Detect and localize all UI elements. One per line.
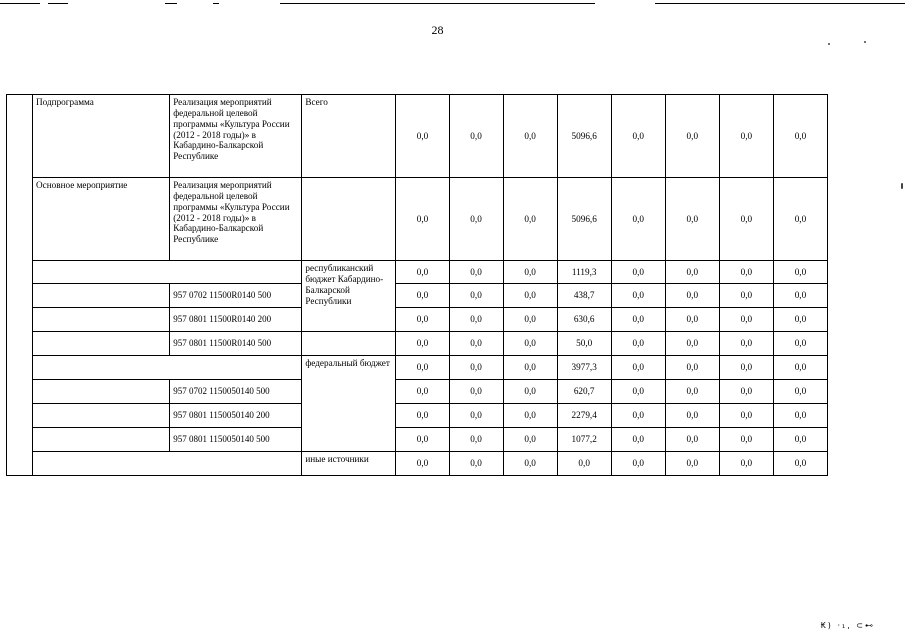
budget-code: 957 0801 1150050140 200: [170, 404, 302, 428]
empty-cell: [33, 380, 170, 404]
value-cell: 1119,3: [557, 261, 611, 284]
value-cell: 0,0: [396, 332, 449, 356]
table-row: [7, 404, 828, 428]
scan-dot: [901, 183, 903, 189]
value-cell: 0,0: [773, 356, 827, 380]
value-cell: 0,0: [396, 380, 449, 404]
value-cell: 1077,2: [557, 428, 611, 452]
empty-cell: [33, 428, 170, 452]
value-cell: 0,0: [773, 261, 827, 284]
row-description: Реализация мероприятий федеральной целевой программы «Культура России (2012 - 2018 годы)» в Кабардино-Балкарской Республике: [170, 95, 302, 178]
empty-cell: [33, 308, 170, 332]
value-cell: 0,0: [396, 308, 449, 332]
value-cell: 0,0: [665, 380, 719, 404]
table-row: [7, 178, 828, 261]
funding-source: федеральный бюджет: [302, 356, 396, 452]
value-cell: 50,0: [557, 332, 611, 356]
value-cell: 0,0: [719, 95, 773, 178]
left-margin-cell: [7, 95, 33, 476]
value-cell: 0,0: [611, 178, 665, 261]
value-cell: 0,0: [719, 452, 773, 476]
value-cell: 0,0: [611, 332, 665, 356]
value-cell: 0,0: [719, 380, 773, 404]
value-cell: 0,0: [665, 308, 719, 332]
scan-line: [213, 3, 219, 4]
budget-code: 957 0801 11500R0140 200: [170, 308, 302, 332]
table-row: [7, 356, 828, 380]
value-cell: 0,0: [396, 356, 449, 380]
value-cell: 0,0: [449, 452, 503, 476]
table-row: [7, 284, 828, 308]
value-cell: 0,0: [773, 404, 827, 428]
scan-line: [655, 3, 905, 4]
table-body: [7, 95, 828, 476]
budget-code: 957 0702 1150050140 500: [170, 380, 302, 404]
value-cell: 0,0: [719, 356, 773, 380]
value-cell: 0,0: [503, 178, 557, 261]
value-cell: 0,0: [503, 452, 557, 476]
value-cell: 0,0: [503, 308, 557, 332]
value-cell: 0,0: [665, 404, 719, 428]
scan-line: [0, 3, 40, 4]
value-cell: 438,7: [557, 284, 611, 308]
scan-line: [280, 3, 595, 4]
value-cell: 0,0: [611, 380, 665, 404]
value-cell: 0,0: [503, 261, 557, 284]
empty-cell: [33, 261, 302, 284]
value-cell: 0,0: [557, 452, 611, 476]
value-cell: 0,0: [611, 261, 665, 284]
table-row: [7, 261, 828, 284]
funding-source: [302, 178, 396, 261]
scan-corner-mark: ₭) ·₁, ⊂⊷: [820, 621, 875, 630]
value-cell: 0,0: [503, 428, 557, 452]
value-cell: 0,0: [449, 332, 503, 356]
value-cell: 0,0: [719, 178, 773, 261]
value-cell: 0,0: [773, 284, 827, 308]
table-row: [7, 452, 828, 476]
value-cell: 0,0: [719, 308, 773, 332]
value-cell: 0,0: [611, 452, 665, 476]
scan-line: [165, 3, 177, 4]
value-cell: 0,0: [611, 356, 665, 380]
value-cell: 0,0: [396, 452, 449, 476]
funding-source: Всего: [302, 95, 396, 178]
value-cell: 0,0: [449, 95, 503, 178]
funding-source: иные источники: [302, 452, 396, 476]
funding-source: республиканский бюджет Кабардино-Балкарской Республики: [302, 261, 396, 332]
value-cell: 0,0: [611, 308, 665, 332]
empty-cell: [33, 284, 170, 308]
value-cell: 0,0: [665, 284, 719, 308]
budget-table: [6, 94, 828, 476]
value-cell: 3977,3: [557, 356, 611, 380]
value-cell: 0,0: [719, 332, 773, 356]
row-name: Основное мероприятие: [33, 178, 170, 261]
value-cell: 0,0: [503, 284, 557, 308]
scan-line: [48, 3, 68, 4]
value-cell: 0,0: [665, 178, 719, 261]
value-cell: 0,0: [396, 261, 449, 284]
value-cell: 0,0: [773, 308, 827, 332]
row-description: Реализация мероприятий федеральной целевой программы «Культура России (2012 - 2018 годы)» в Кабардино-Балкарской Республике: [170, 178, 302, 261]
value-cell: 0,0: [449, 428, 503, 452]
value-cell: 0,0: [773, 428, 827, 452]
value-cell: 0,0: [611, 428, 665, 452]
scan-dot: [864, 41, 866, 43]
value-cell: 0,0: [503, 332, 557, 356]
value-cell: 0,0: [773, 332, 827, 356]
value-cell: 0,0: [449, 284, 503, 308]
funding-source-empty: [302, 332, 396, 356]
value-cell: 0,0: [396, 404, 449, 428]
empty-cell: [33, 404, 170, 428]
value-cell: 5096,6: [557, 178, 611, 261]
value-cell: 0,0: [665, 332, 719, 356]
empty-cell: [33, 356, 302, 380]
value-cell: 0,0: [719, 284, 773, 308]
value-cell: 0,0: [396, 95, 449, 178]
value-cell: 620,7: [557, 380, 611, 404]
value-cell: 0,0: [503, 356, 557, 380]
empty-cell: [33, 332, 170, 356]
table-row: [7, 95, 828, 178]
value-cell: 0,0: [719, 428, 773, 452]
value-cell: 0,0: [449, 261, 503, 284]
value-cell: 0,0: [665, 261, 719, 284]
value-cell: 0,0: [396, 178, 449, 261]
value-cell: 0,0: [665, 428, 719, 452]
value-cell: 0,0: [611, 284, 665, 308]
value-cell: 630,6: [557, 308, 611, 332]
budget-code: 957 0702 11500R0140 500: [170, 284, 302, 308]
value-cell: 0,0: [665, 95, 719, 178]
value-cell: 0,0: [503, 380, 557, 404]
value-cell: 0,0: [773, 178, 827, 261]
value-cell: 0,0: [449, 178, 503, 261]
value-cell: 5096,6: [557, 95, 611, 178]
value-cell: 2279,4: [557, 404, 611, 428]
value-cell: 0,0: [773, 380, 827, 404]
value-cell: 0,0: [396, 428, 449, 452]
table-row: [7, 308, 828, 332]
value-cell: 0,0: [773, 452, 827, 476]
value-cell: 0,0: [773, 95, 827, 178]
value-cell: 0,0: [449, 308, 503, 332]
scan-dot: [828, 43, 830, 45]
value-cell: 0,0: [611, 95, 665, 178]
value-cell: 0,0: [719, 261, 773, 284]
budget-code: 957 0801 1150050140 500: [170, 428, 302, 452]
budget-code: 957 0801 11500R0140 500: [170, 332, 302, 356]
page-number: 28: [431, 23, 444, 37]
value-cell: 0,0: [449, 404, 503, 428]
value-cell: 0,0: [503, 95, 557, 178]
row-name: Подпрограмма: [33, 95, 170, 178]
value-cell: 0,0: [449, 356, 503, 380]
value-cell: 0,0: [503, 404, 557, 428]
value-cell: 0,0: [396, 284, 449, 308]
value-cell: 0,0: [665, 452, 719, 476]
value-cell: 0,0: [611, 404, 665, 428]
value-cell: 0,0: [665, 356, 719, 380]
value-cell: 0,0: [719, 404, 773, 428]
empty-cell: [33, 452, 302, 476]
table-row: [7, 332, 828, 356]
table-row: [7, 380, 828, 404]
value-cell: 0,0: [449, 380, 503, 404]
table-row: [7, 428, 828, 452]
